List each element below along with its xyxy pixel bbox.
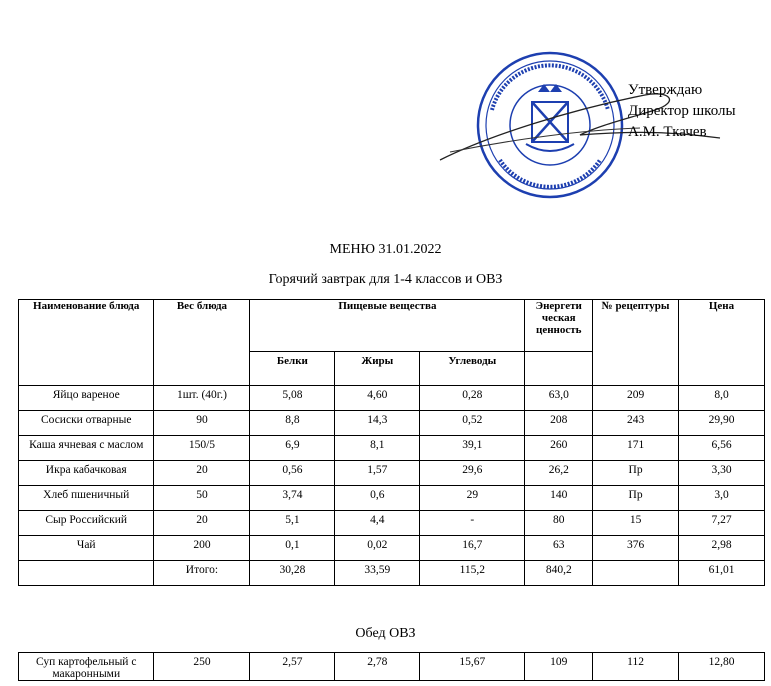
table-cell: 2,57 bbox=[250, 653, 335, 681]
table-cell: 61,01 bbox=[679, 561, 765, 586]
table-row bbox=[19, 536, 765, 561]
table-cell: 109 bbox=[525, 653, 593, 681]
breakfast-table bbox=[18, 299, 765, 586]
table-cell: 0,02 bbox=[335, 536, 420, 561]
table-cell: 6,9 bbox=[250, 436, 335, 461]
table-cell: 0,1 bbox=[250, 536, 335, 561]
table-cell: 150/5 bbox=[154, 436, 250, 461]
stamp-seal-icon bbox=[478, 53, 622, 197]
table-cell: 16,7 bbox=[420, 536, 525, 561]
table-cell: 15,67 bbox=[420, 653, 525, 681]
table-cell: 3,30 bbox=[679, 461, 765, 486]
table-cell: Пр bbox=[593, 486, 679, 511]
header-nutrients: Пищевые вещества bbox=[250, 300, 525, 352]
table-cell: 5,1 bbox=[250, 511, 335, 536]
breakfast-rows bbox=[19, 386, 765, 586]
table-cell: 5,08 bbox=[250, 386, 335, 411]
menu-title: МЕНЮ 31.01.2022 bbox=[329, 242, 442, 257]
header-carbs: Углеводы bbox=[420, 352, 525, 386]
table-cell: 63,0 bbox=[525, 386, 593, 411]
table-cell bbox=[593, 561, 679, 586]
director-name: А.М. Ткачев bbox=[628, 124, 707, 140]
table-cell: 840,2 bbox=[525, 561, 593, 586]
table-cell: 8,8 bbox=[250, 411, 335, 436]
table-row bbox=[19, 561, 765, 586]
table-cell: 115,2 bbox=[420, 561, 525, 586]
table-cell: Каша ячневая с маслом bbox=[19, 436, 154, 461]
table-cell bbox=[19, 561, 154, 586]
table-cell: 140 bbox=[525, 486, 593, 511]
table-cell: 14,3 bbox=[335, 411, 420, 436]
table-cell: 12,80 bbox=[679, 653, 765, 681]
table-cell: 1шт. (40г.) bbox=[154, 386, 250, 411]
table-cell: 29,90 bbox=[679, 411, 765, 436]
table-row bbox=[19, 436, 765, 461]
table-cell: 4,4 bbox=[335, 511, 420, 536]
table-cell: 20 bbox=[154, 461, 250, 486]
table-cell: 0,52 bbox=[420, 411, 525, 436]
table-cell: 63 bbox=[525, 536, 593, 561]
director-title: Директор школы bbox=[628, 103, 736, 119]
table-cell: 376 bbox=[593, 536, 679, 561]
table-cell: 8,0 bbox=[679, 386, 765, 411]
table-cell: 2,98 bbox=[679, 536, 765, 561]
table-row bbox=[19, 461, 765, 486]
table-cell: 90 bbox=[154, 411, 250, 436]
lunch-title: Обед ОВЗ bbox=[355, 626, 416, 641]
table-cell: 0,6 bbox=[335, 486, 420, 511]
table-cell: 243 bbox=[593, 411, 679, 436]
approval-block bbox=[628, 80, 736, 143]
table-cell: 50 bbox=[154, 486, 250, 511]
table-row bbox=[19, 511, 765, 536]
table-cell: 209 bbox=[593, 386, 679, 411]
table-cell: 1,57 bbox=[335, 461, 420, 486]
breakfast-title: Горячий завтрак для 1-4 классов и ОВЗ bbox=[268, 272, 503, 287]
table-cell: Сосиски отварные bbox=[19, 411, 154, 436]
table-cell: 208 bbox=[525, 411, 593, 436]
table-cell: 171 bbox=[593, 436, 679, 461]
table-cell: 112 bbox=[593, 653, 679, 681]
table-cell: 4,60 bbox=[335, 386, 420, 411]
header-recipe: № рецептуры bbox=[593, 300, 679, 386]
table-cell: 26,2 bbox=[525, 461, 593, 486]
table-cell: 260 bbox=[525, 436, 593, 461]
table-cell: 15 bbox=[593, 511, 679, 536]
table-cell: 6,56 bbox=[679, 436, 765, 461]
header-price: Цена bbox=[679, 300, 765, 386]
header-dish: Наименование блюда bbox=[19, 300, 154, 386]
header-fat: Жиры bbox=[335, 352, 420, 386]
table-cell: 250 bbox=[154, 653, 250, 681]
table-cell: Яйцо вареное bbox=[19, 386, 154, 411]
table-row bbox=[19, 486, 765, 511]
table-cell: 200 bbox=[154, 536, 250, 561]
table-cell: 3,0 bbox=[679, 486, 765, 511]
header-energy: Энергети ческая ценность bbox=[525, 300, 593, 352]
table-row bbox=[19, 653, 765, 681]
table-cell: 29 bbox=[420, 486, 525, 511]
table-cell: 0,28 bbox=[420, 386, 525, 411]
table-row bbox=[19, 386, 765, 411]
header-weight: Вес блюда bbox=[154, 300, 250, 386]
table-cell: 33,59 bbox=[335, 561, 420, 586]
table-cell: 80 bbox=[525, 511, 593, 536]
table-cell: Икра кабачковая bbox=[19, 461, 154, 486]
table-cell: Итого: bbox=[154, 561, 250, 586]
table-cell: 29,6 bbox=[420, 461, 525, 486]
table-cell: Хлеб пшеничный bbox=[19, 486, 154, 511]
table-cell: 30,28 bbox=[250, 561, 335, 586]
header-protein: Белки bbox=[250, 352, 335, 386]
table-cell: Суп картофельный с макаронными bbox=[19, 653, 154, 681]
table-cell: 3,74 bbox=[250, 486, 335, 511]
table-cell: Чай bbox=[19, 536, 154, 561]
table-cell: 0,56 bbox=[250, 461, 335, 486]
table-cell: Пр bbox=[593, 461, 679, 486]
approval-line: Утверждаю bbox=[628, 82, 703, 98]
table-row bbox=[19, 411, 765, 436]
table-cell: 8,1 bbox=[335, 436, 420, 461]
table-cell: - bbox=[420, 511, 525, 536]
table-cell: 39,1 bbox=[420, 436, 525, 461]
table-cell: 7,27 bbox=[679, 511, 765, 536]
lunch-table bbox=[18, 652, 765, 681]
table-cell: 20 bbox=[154, 511, 250, 536]
table-cell: 2,78 bbox=[335, 653, 420, 681]
header-energy-blank bbox=[525, 352, 593, 386]
table-cell: Сыр Российский bbox=[19, 511, 154, 536]
lunch-rows bbox=[19, 653, 765, 681]
